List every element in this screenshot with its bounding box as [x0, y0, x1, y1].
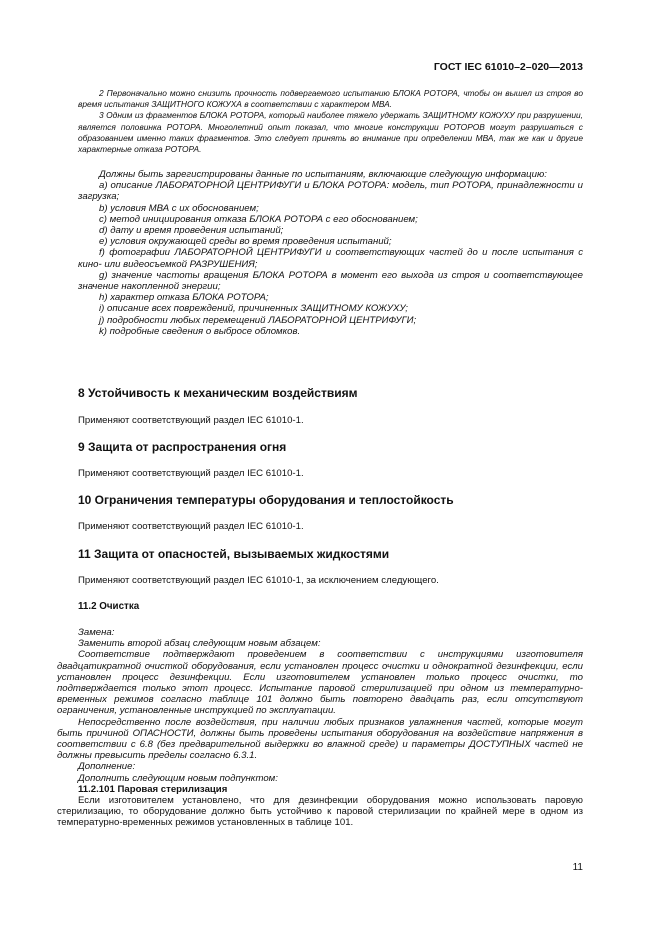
section-11-heading: 11 Защита от опасностей, вызываемых жидкостями [78, 547, 390, 561]
section-11-text: Применяют соответствующий раздел IEC 61010-1, за исключением следующего. [78, 575, 439, 586]
test-data-block [78, 169, 583, 337]
list-item: g) значение частоты вращения БЛОКА РОТОРА в момент его выхода из строя и соответствующее значение накопленной энергии; [78, 269, 583, 293]
subsection-11-2-heading: 11.2 Очистка [78, 601, 140, 612]
notes-block [78, 88, 583, 155]
section-9-heading: 9 Защита от распространения огня [78, 440, 287, 454]
section-8-text: Применяют соответствующий раздел IEC 61010-1. [78, 415, 304, 426]
replace-label: Замена: [78, 627, 115, 638]
replacement-paragraph-1: Соответствие подтверждают проведением в соответствии с инструкциями изготовителя двадцатикратной очисткой оборудования, если установлен процесс очистки и однократной дезинфекции, если установлен процесс дезинфекции. Если изготовителем установлен только процесс очистки, то подтверждается только этот процесс. Испытание паровой стерилизацией при одном из температурно-временных режимов согласно таблице 101 должно быть повторено двадцать раз, если отсутствуют ограничения, установленные инструкцией по эксплуатации. [57, 649, 583, 717]
document-header: ГОСТ IEC 61010–2–020—2013 [433, 61, 583, 73]
section-9-text: Применяют соответствующий раздел IEC 61010-1. [78, 468, 304, 479]
note-2: 2 Первоначально можно снизить прочность подвергаемого испытанию БЛОКА РОТОРА, чтобы он вышел из строя во время испытания ЗАЩИТНОГО КОЖУХА в соответствии с характером МВА. [78, 88, 583, 110]
list-item: d) дату и время проведения испытаний; [99, 225, 284, 237]
addition-instruction: Дополнить следующим новым подпунктом: [78, 772, 278, 784]
addition-label: Дополнение: [78, 761, 136, 773]
list-item: j) подробности любых перемещений ЛАБОРАТОРНОЙ ЦЕНТРИФУГИ; [99, 314, 417, 326]
list-item: b) условия МВА с их обоснованием; [99, 202, 259, 214]
subsection-11-2-body [57, 627, 583, 829]
subsection-11-2-101-heading: 11.2.101 Паровая стерилизация [78, 783, 228, 795]
replace-instruction: Заменить второй абзац следующим новым абзацем: [78, 638, 321, 650]
section-8-heading: 8 Устойчивость к механическим воздействиям [78, 386, 358, 400]
list-item: i) описание всех повреждений, причиненных ЗАЩИТНОМУ КОЖУХУ; [99, 303, 408, 315]
list-item: a) описание ЛАБОРАТОРНОЙ ЦЕНТРИФУГИ и БЛОКА РОТОРА: модель, тип РОТОРА, принадлежности и загрузка; [78, 180, 583, 203]
replacement-paragraph-2: Непосредственно после воздействия, при наличии любых признаков увлажнения частей, которые могут быть причиной ОПАСНОСТИ, должны быть проведены испытания оборудования на воздействие напряжения в соответствии с 6.8 (без предварительной выдержки во влажной среде) и параметры ДОСТУПНЫХ частей не должны превысить пределы согласно 6.3.1. [57, 716, 583, 762]
list-item: c) метод инициирования отказа БЛОКА РОТОРА с его обоснованием; [99, 213, 418, 225]
section-10-text: Применяют соответствующий раздел IEC 61010-1. [78, 521, 304, 532]
list-item: e) условия окружающей среды во время проведения испытаний; [99, 236, 392, 248]
list-item: k) подробные сведения о выбросе обломков. [99, 325, 301, 337]
section-10-heading: 10 Ограничения температуры оборудования и теплостойкость [78, 493, 454, 507]
intro-paragraph: Должны быть зарегистрированы данные по испытаниям, включающие следующую информацию: [99, 169, 547, 180]
subsection-11-2-101-text: Если изготовителем установлено, что для дезинфекции оборудования можно использовать паровую стерилизацию, то оборудование должно быть устойчиво к паровой стерилизации по крайней мере в одном из температурно-временных режимов установленных в таблице 101. [57, 795, 583, 829]
list-item: h) характер отказа БЛОКА РОТОРА; [99, 292, 269, 304]
note-3: 3 Одним из фрагментов БЛОКА РОТОРА, который наиболее тяжело удержать ЗАЩИТНОМУ КОЖУХУ при разрушении, является половинка РОТОРА. Многолетний опыт показал, что многие конструкции РОТОРОВ могут разрушаться с образованием именно таких фрагментов. Это следует принять во внимание при определении МВА, так же как и другие характерные отказа РОТОРА. [78, 110, 583, 155]
list-item: f) фотографии ЛАБОРАТОРНОЙ ЦЕНТРИФУГИ и соответствующих частей до и после испытания с кино- или видеосъемкой РАЗРУШЕНИЯ; [78, 247, 583, 270]
page-number: 11 [572, 862, 583, 873]
